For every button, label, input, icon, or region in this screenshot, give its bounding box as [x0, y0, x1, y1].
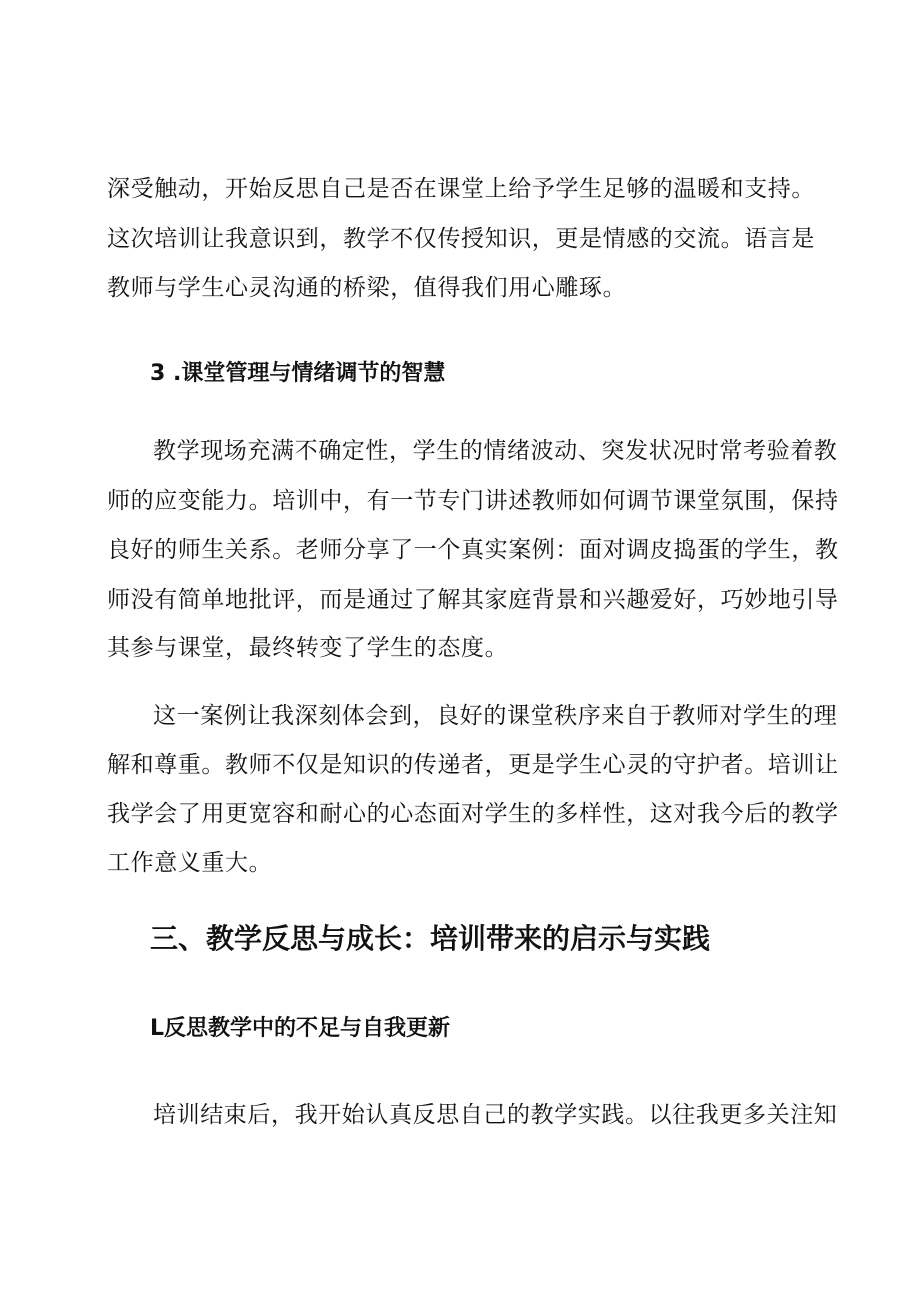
- paragraph-line: 教学现场充满不确定性，学生的情绪波动、突发状况时常考验着教: [153, 438, 838, 464]
- paragraph-line: 这次培训让我意识到，教学不仅传授知识，更是情感的交流。语言是: [107, 226, 815, 252]
- chapter-heading: 三、教学反思与成长：培训带来的启示与实践: [150, 922, 711, 955]
- paragraph-line: 工作意义重大。: [107, 850, 273, 876]
- paragraph-line: 良好的师生关系。老师分享了一个真实案例：面对调皮捣蛋的学生，教: [107, 537, 839, 563]
- paragraph-line: 培训结束后，我开始认真反思自己的教学实践。以往我更多关注知: [153, 1102, 838, 1128]
- paragraph-line: 这一案例让我深刻体会到，良好的课堂秩序来自于教师对学生的理: [153, 703, 838, 729]
- paragraph-line: 师的应变能力。培训中，有一节专门讲述教师如何调节课堂氛围，保持: [107, 488, 839, 514]
- paragraph-line: 教师与学生心灵沟通的桥梁，值得我们用心雕琢。: [107, 275, 627, 301]
- paragraph-line: 深受触动，开始反思自己是否在课堂上给予学生足够的温暖和支持。: [107, 176, 815, 202]
- paragraph-line: 我学会了用更宽容和耐心的心态面对学生的多样性，这对我今后的教学: [107, 801, 839, 827]
- paragraph-line: 其参与课堂，最终转变了学生的态度。: [107, 635, 509, 661]
- paragraph-line: 解和尊重。教师不仅是知识的传递者，更是学生心灵的守护者。培训让: [107, 752, 839, 778]
- subsection-heading: L反思教学中的不足与自我更新: [150, 1016, 451, 1041]
- section-heading: 3 .课堂管理与情绪调节的智慧: [150, 361, 446, 386]
- paragraph-line: 师没有简单地批评，而是通过了解其家庭背景和兴趣爱好，巧妙地引导: [107, 587, 839, 613]
